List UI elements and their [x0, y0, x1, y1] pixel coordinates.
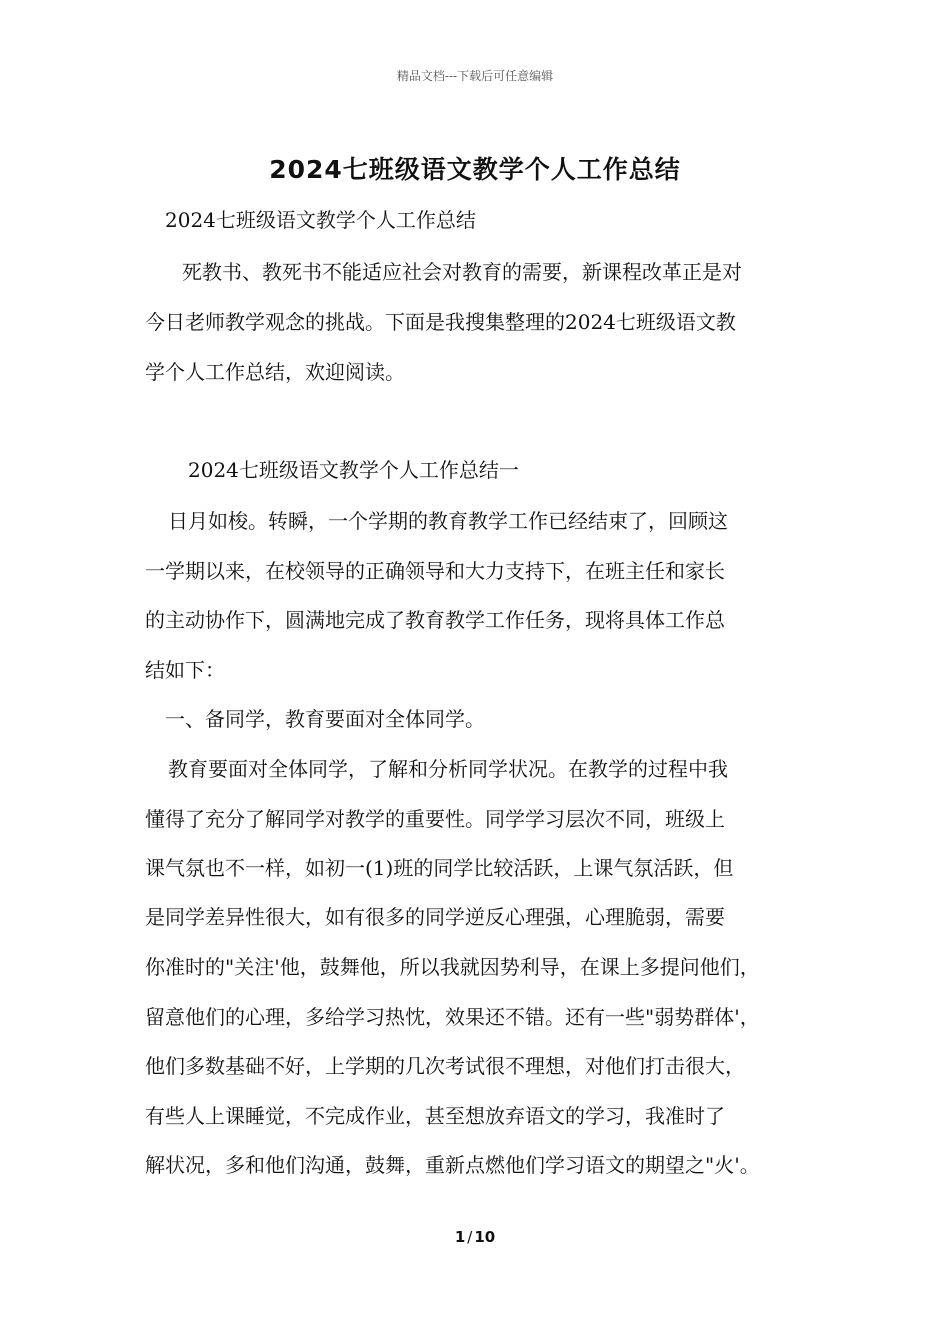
section-heading: 2024七班级语文教学个人工作总结一	[188, 458, 519, 482]
current-page: 1	[454, 1228, 466, 1246]
page-separator: /	[467, 1228, 473, 1246]
body-line: 懂得了充分了解同学对教学的重要性。同学学习层次不同，班级上	[145, 807, 725, 831]
page-header: 精品文档---下载后可任意编辑	[396, 69, 554, 83]
body-line: 结如下：	[145, 658, 225, 682]
body-line: 课气氛也不一样，如初一(1)班的同学比较活跃，上课气氛活跃，但	[145, 856, 734, 880]
total-pages: 10	[474, 1228, 496, 1246]
subtitle-line: 2024七班级语文教学个人工作总结	[165, 208, 476, 232]
body-line: 日月如梭。转瞬，一个学期的教育教学工作已经结束了，回顾这	[168, 509, 728, 533]
body-line: 他们多数基础不好，上学期的几次考试很不理想，对他们打击很大，	[145, 1054, 745, 1078]
intro-line: 学个人工作总结，欢迎阅读。	[145, 360, 405, 384]
body-line: 有些人上课睡觉，不完成作业，甚至想放弃语文的学习，我准时了	[145, 1104, 725, 1128]
document-title: 2024七班级语文教学个人工作总结	[269, 155, 681, 184]
body-line: 的主动协作下，圆满地完成了教育教学工作任务，现将具体工作总	[145, 608, 725, 632]
body-line: 教育要面对全体同学，了解和分析同学状况。在教学的过程中我	[168, 757, 728, 781]
body-line: 解状况，多和他们沟通，鼓舞，重新点燃他们学习语文的期望之"火'。	[145, 1153, 760, 1177]
body-line: 是同学差异性很大，如有很多的同学逆反心理强，心理脆弱，需要	[145, 905, 725, 929]
body-line: 一学期以来，在校领导的正确领导和大力支持下，在班主任和家长	[145, 559, 725, 583]
subheading-line: 一、备同学，教育要面对全体同学。	[165, 707, 485, 731]
intro-line: 今日老师教学观念的挑战。下面是我搜集整理的2024七班级语文教	[145, 310, 736, 334]
intro-line: 死教书、教死书不能适应社会对教育的需要，新课程改革正是对	[182, 260, 742, 284]
page-number	[0, 1228, 950, 1246]
body-line: 留意他们的心理，多给学习热忱，效果还不错。还有一些"弱势群体'，	[145, 1005, 760, 1029]
body-line: 你准时的"关注'他，鼓舞他，所以我就因势利导，在课上多提问他们，	[145, 955, 760, 979]
